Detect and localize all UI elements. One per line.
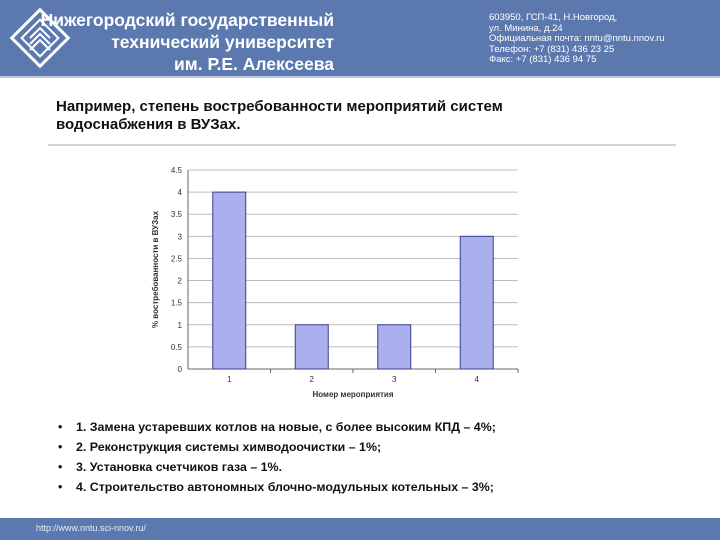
list-item-text: 3. Установка счетчиков газа – 1%.: [76, 460, 283, 474]
y-tick-label: 1: [177, 320, 182, 330]
footer-url: http://www.nntu.sci-nnov.ru/: [36, 523, 146, 533]
footer-bar: [0, 518, 720, 540]
list-item: [56, 457, 656, 477]
list-item-text: 2. Реконструкция системы химводоочистки – 1%;: [76, 440, 382, 454]
list-item-text: 1. Замена устаревших котлов на новые, с более высоким КПД – 4%;: [76, 420, 496, 434]
list-item-text: 4. Строительство автономных блочно-модульных котельных – 3%;: [76, 480, 494, 494]
x-tick-label: 4: [474, 375, 479, 384]
bar: [213, 192, 246, 369]
bullet-marker: •: [58, 440, 63, 454]
y-tick-label: 0.5: [170, 342, 182, 352]
x-tick-label: 2: [309, 375, 314, 384]
header-banner: [0, 0, 720, 78]
x-axis-label: Номер мероприятия: [312, 390, 394, 399]
y-tick-label: 3.5: [170, 210, 182, 220]
university-name-line-2: технический университет: [111, 32, 334, 52]
bar-chart: [148, 164, 528, 404]
bullet-marker: •: [58, 420, 63, 434]
university-name-line-3: им. Р.Е. Алексеева: [174, 54, 334, 74]
y-tick-label: 2: [177, 276, 182, 286]
bullet-marker: •: [58, 480, 63, 494]
contact-fax: Факс: +7 (831) 436 94 75: [489, 54, 597, 66]
contact-phone: Телефон: +7 (831) 436 23 25: [489, 43, 615, 55]
list-item: [56, 437, 656, 457]
measures-list: [56, 417, 656, 497]
y-axis-label: % востребованности в ВУЗах: [151, 210, 160, 329]
bar-chart-svg: [148, 164, 528, 404]
y-tick-label: 2.5: [170, 254, 182, 264]
y-tick-label: 4: [177, 188, 182, 198]
contact-address: 603950, ГСП-41, Н.Новгород,: [489, 12, 618, 23]
y-tick-label: 4.5: [170, 166, 182, 175]
list-item: [56, 477, 656, 497]
university-name-line-1: Нижегородский государственный: [40, 10, 334, 30]
bullet-marker: •: [58, 460, 63, 474]
slide-heading-line-2: водоснабжения в ВУЗах.: [56, 116, 241, 133]
contact-info: [489, 13, 665, 66]
bar: [295, 325, 328, 369]
bar: [460, 236, 493, 369]
x-tick-label: 1: [227, 375, 232, 384]
heading-divider: [48, 144, 676, 146]
bar: [378, 325, 411, 369]
y-tick-label: 0: [177, 365, 182, 374]
university-name: [41, 9, 334, 75]
slide-heading: [56, 98, 676, 134]
list-item: [56, 417, 656, 437]
y-tick-label: 3: [177, 232, 182, 242]
y-tick-label: 1.5: [170, 298, 182, 308]
slide-heading-line-1: Например, степень востребованности мероприятий систем: [56, 98, 503, 115]
x-tick-label: 3: [392, 375, 397, 384]
contact-street: ул. Минина, д.24: [489, 22, 563, 34]
contact-email: Официальная почта: nntu@nntu.nnov.ru: [489, 33, 665, 45]
